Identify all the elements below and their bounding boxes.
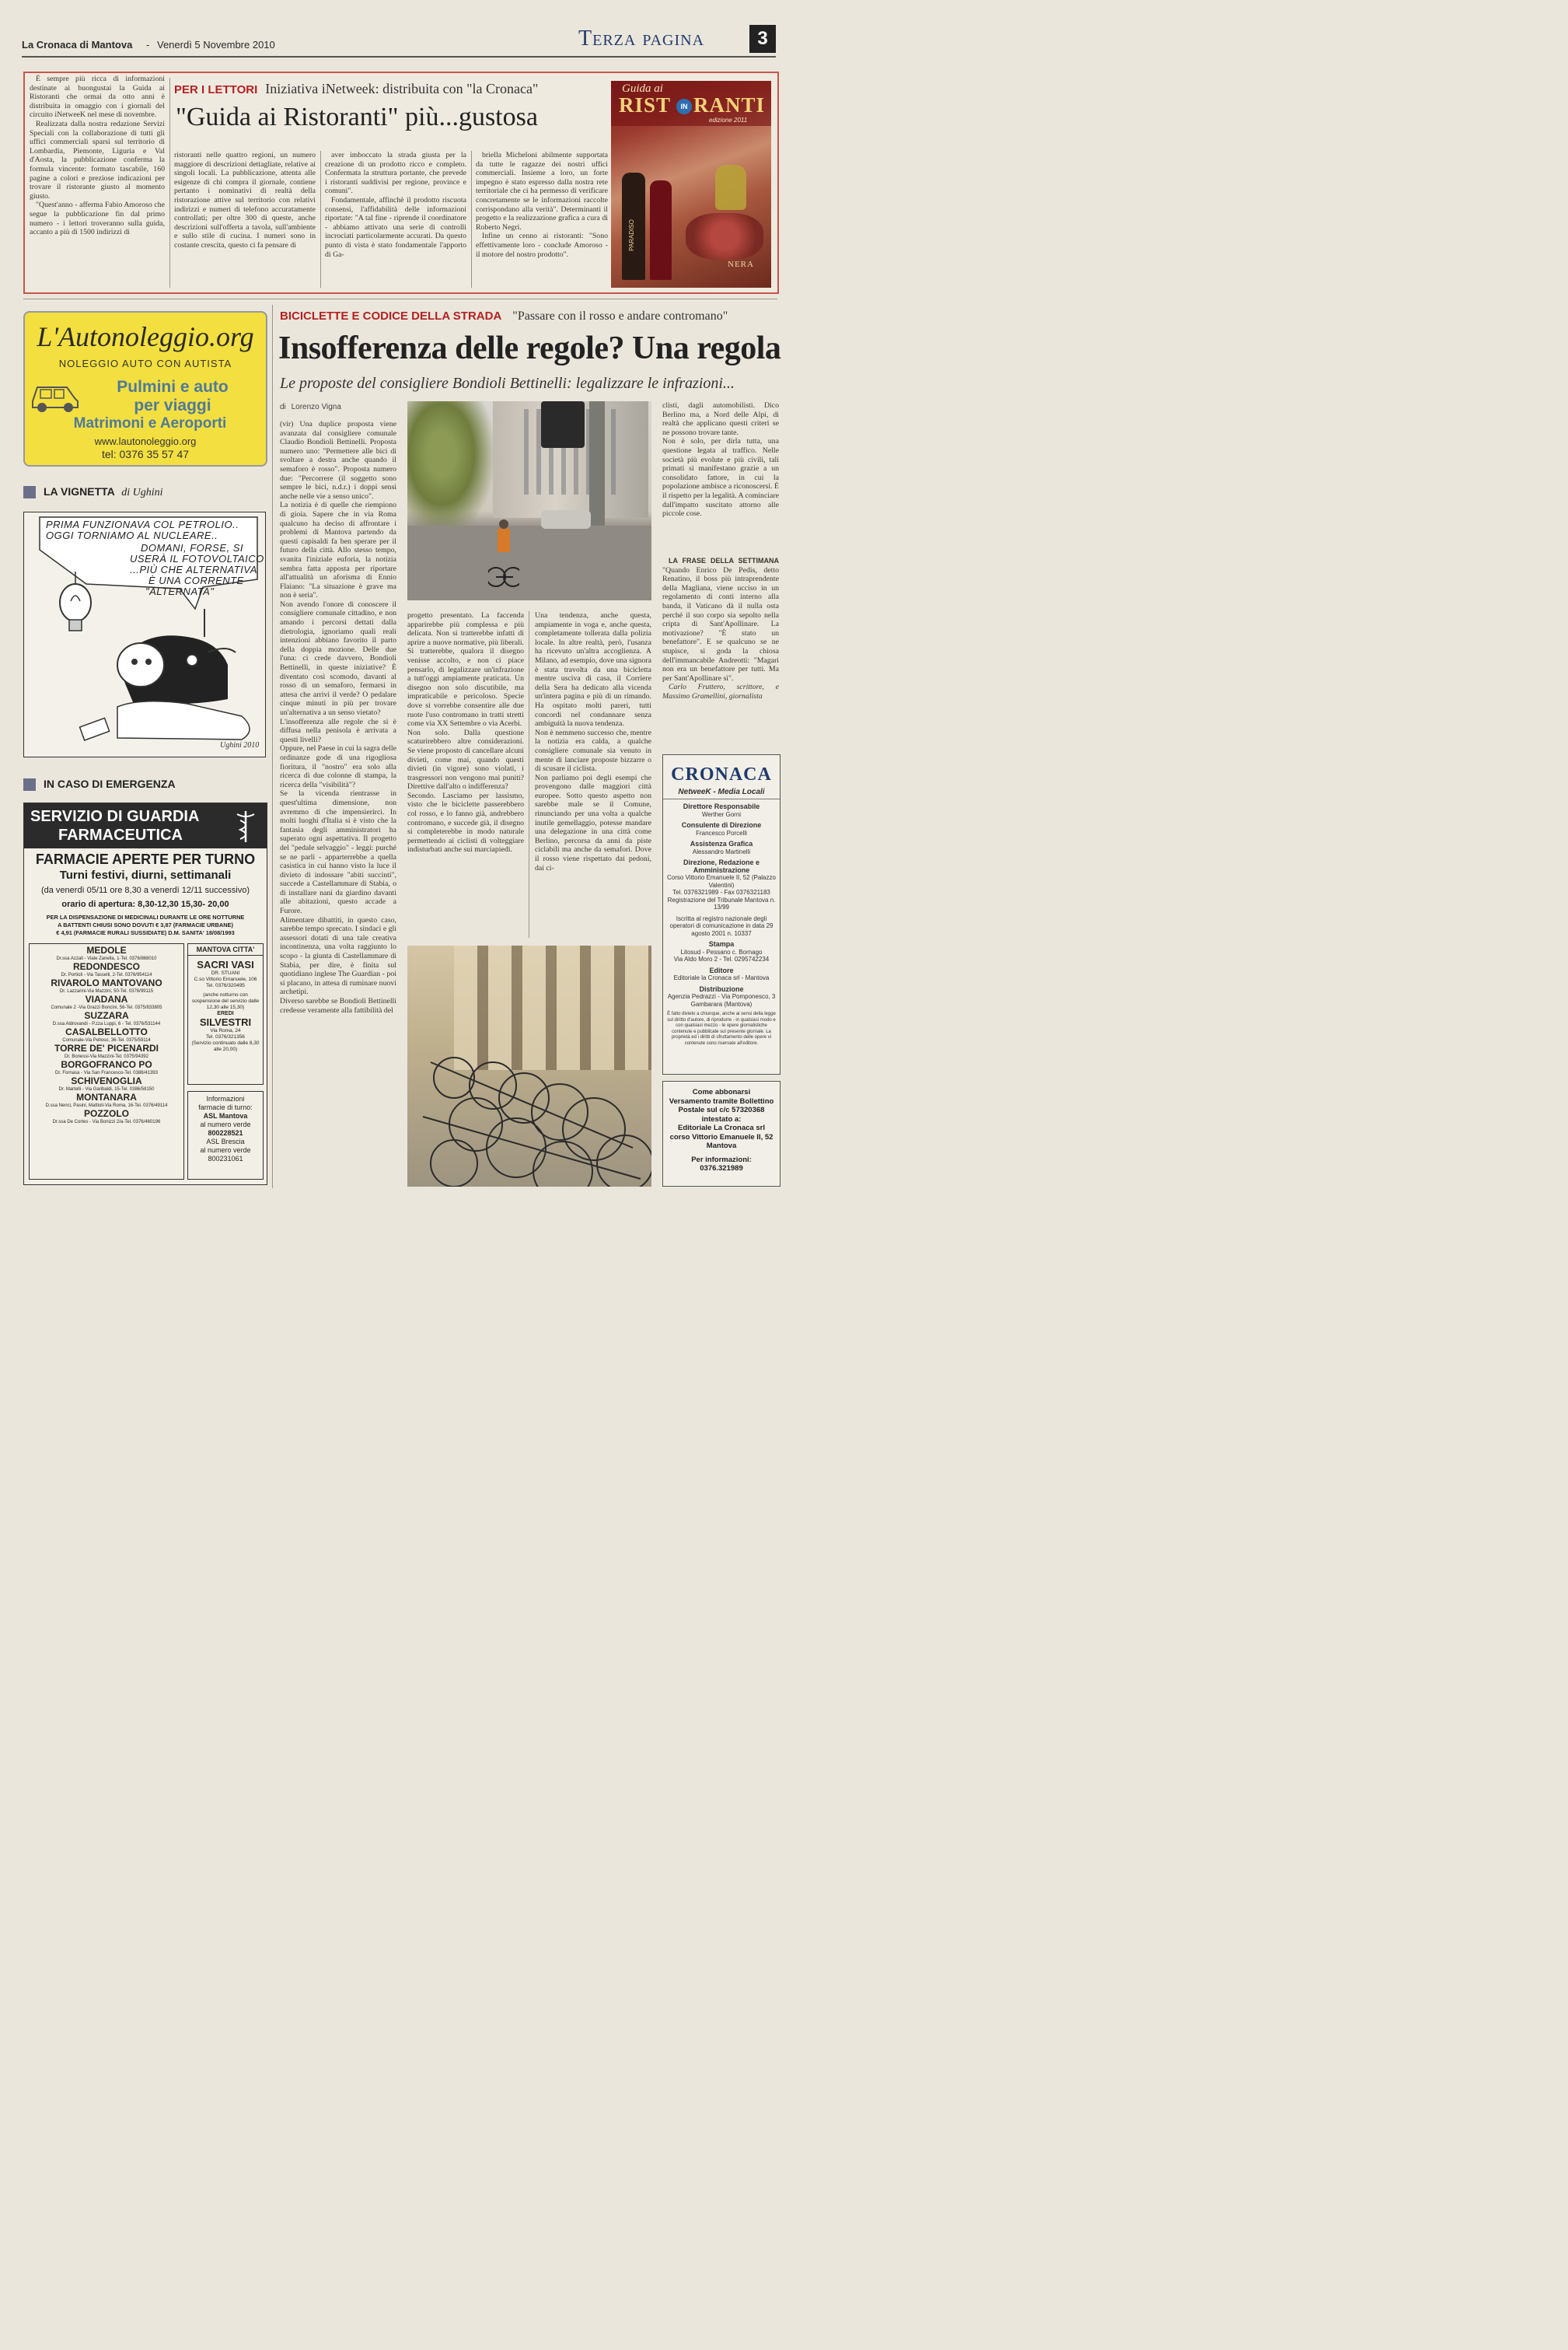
cover-wine-bottle-2 (650, 180, 672, 280)
top-col-3 (325, 151, 466, 288)
pharmacy-entry (30, 962, 183, 978)
top-col-3-p1: aver imboccato la strada giusta per la creazione di un prodotto ricco e completo. Confermata la struttura portante, che prevede i ristoranti suddivisi per regione, province e comuni". (325, 151, 466, 196)
frase-text: "Quando Enrico De Pedis, detto Renatino, il boss più intraprendente della Magliana, viene ucciso in un regolamento di conti interno alla banda, il Vaticano dà il nulla osta perché il suo corpo sia sepolto nella cripta di Sant'Apollinare. La motivazione? "È stato un benefattore". E se qualcuno se ne stupisce, si goda la chiosa dell'immancabile Andreotti: "Magari non era un benefattore per tutti. Ma per Sant'Apollinare sì". (662, 565, 779, 683)
top-kicker-line (174, 81, 609, 97)
abbon-l5: Editoriale La Cronaca srl (678, 1124, 765, 1132)
cartoon-text-7: "ALTERNATA" (145, 586, 215, 597)
pharmacy-town: MEDOLE (86, 945, 127, 956)
cover-ranti: RANTI (693, 93, 766, 117)
cover-bottle-label: PARADISO (627, 219, 635, 251)
pharmacy-entry (30, 1076, 183, 1093)
pharmacy-list (29, 943, 184, 1180)
cartoon-text-4: USERÀ IL FOTOVOLTAICO (130, 553, 264, 565)
masthead-row-val: Editoriale la Cronaca srl - Mantova (673, 974, 770, 981)
pharmacy-town: BORGOFRANCO PO (61, 1059, 152, 1070)
pharmacy-town: RIVAROLO MANTOVANO (51, 977, 162, 988)
masthead-rows (666, 803, 777, 1047)
section-title: Terza pagina (578, 26, 705, 51)
ad-line-3: Matrimoni e Aeroporti (73, 415, 227, 432)
mc-name: SACRI VASI (197, 959, 254, 970)
emergenza-heading (23, 778, 266, 792)
left-col-rule (272, 305, 273, 1188)
mc-name-2: SILVESTRI (199, 1016, 252, 1028)
pharmacy-disp-3: € 4,91 (FARMACIE RURALI SUSSIDIATE) D.M. SANITA' 18/08/1993 (56, 929, 235, 936)
asl-numv: al numero verde (200, 1121, 251, 1128)
vignetta-author: di Ughini (121, 487, 163, 498)
masthead-row-head: Assistenza Grafica (690, 840, 753, 848)
pharmacy-info: Dr. Lazzarini-Via Mazzini, 50-Tel. 0376/99115 (59, 989, 154, 994)
asl-numv-2: al numero verde (200, 1146, 251, 1154)
cover-edition: edizione 2011 (709, 117, 748, 124)
page-number: 3 (749, 25, 776, 53)
cartoon-text-3: DOMANI, FORSE, SI (141, 542, 244, 554)
photo-bike-rack (407, 1031, 651, 1187)
photo-trees (407, 401, 493, 533)
caduceus-icon (232, 808, 259, 844)
guide-cover-image (611, 81, 771, 288)
masthead-row-val: Alessandro Martinelli (692, 848, 751, 855)
pharmacy-info: Comunale 2 -Via Grazzi Boncini, 56-Tel. 0375/833805 (51, 1005, 162, 1010)
cartoon-text-1: PRIMA FUNZIONAVA COL PETROLIO.. (46, 519, 239, 530)
cover-rist: RIST (619, 93, 672, 117)
top-col-4-p1: briella Micheloni abilmente supportata da tutte le ragazze dei nostri uffici commerciali. Insieme a loro, un forte impegno è stato espresso dalla nostra rete territoriale che ci ha permesso di verificare concretamente se le informazioni raccolte corrispondano alla verità". Determinanti il progetto e la realizzazione grafica a cura di Roberto Negri. (476, 151, 608, 232)
header-date: Venerdì 5 Novembre 2010 (157, 39, 275, 51)
cover-guida: Guida ai (622, 82, 663, 95)
photo-road (407, 526, 651, 600)
photo-car (541, 510, 591, 529)
pharmacy-town: SUZZARA (84, 1010, 129, 1021)
masthead-legal: È fatto divieto a chiunque, anche ai sensi della legge sul diritto d'autore, di riprodurre - in qualsiasi modo e con qualsiasi mezzo - le opere giornalistiche contenute e pubblicate sul presente giornale. La proprietà ed i diritti di sfruttamento delle opere vi contenute sono riservate all'editore. (667, 1012, 776, 1046)
pharmacy-info: Comunale-Via Pelloso, 36-Tel. 0375/59114 (62, 1038, 151, 1043)
mc-title: MANTOVA CITTA' (188, 944, 263, 956)
article-col-3: Una tendenza, anche questa, ampiamente in voga e, anche questa, completamente tollerata dalla polizia locale. In altre realtà, però, l'usanza ha ricevuto un'altra accoglienza. A Milano, ad esempio, dove una signora è stata travolta da una bicicletta mentre usciva di casa, il Corriere della Sera ha dedicato alla vicenda un'intera pagina e più di un rimando. Ha ospitato molti pareri, tutti concordi nel condannare senza ambiguità la nuova tendenza. Non è nemmeno successo che, mentre la notizia era calda, a qualche consigliere comunale sia venuto in mente di lanciare proposte bizzarre o di scusare il ciclista. Non parliamo poi degli esempi che provengono dalle maggiori città europee. Sotto questo aspetto non sarebbe male se il Comune, rinunciando per una volta a qualche inutile gemellaggio, potesse mandare una delegazione in una città come Berlino, percorsa da anni da piste ciclabili ma anche da semafori. Dove il rosso viene rispettato dai pedoni, dai ci- (535, 611, 651, 873)
masthead-row-head: Consulente di Direzione (681, 821, 762, 829)
pharmacy-aperte: FARMACIE APERTE PER TURNO (35, 852, 256, 867)
article-kicker-quote: "Passare con il rosso e andare contromano" (512, 309, 728, 323)
cover-in-badge: IN (676, 99, 692, 114)
pharmacy-entry (30, 1109, 183, 1125)
frase-block (662, 557, 779, 743)
pharmacy-info: Dr. Bonessi-Via Mazzini-Tel. 0375/94392 (65, 1054, 148, 1059)
pharmacy-entry (30, 1060, 183, 1076)
masthead-row-head: Direttore Responsabile (683, 803, 760, 810)
masthead-row (666, 841, 777, 855)
mantova-citta-box (187, 943, 264, 1085)
masthead-row-head: Editore (709, 966, 734, 974)
masthead-row (666, 822, 777, 837)
pharmacy-town: TORRE DE' PICENARDI (54, 1043, 159, 1054)
ad-line-1: Pulmini e auto (117, 378, 229, 396)
top-intro-p1: È sempre più ricca di informazioni destinate ai buongustai la Guida ai Ristoranti che ormai da otto anni è distribuita in omaggio con i giornali del circuito iNetweeK nel mese di novembre. (30, 75, 165, 120)
abbon-l2: Versamento tramite Bollettino (669, 1096, 774, 1106)
article-byline (280, 403, 341, 411)
cartoon-signature: Ughini 2010 (220, 741, 260, 750)
vignetta-heading (23, 485, 266, 499)
abbon-l8: Per informazioni: (691, 1155, 752, 1164)
pharmacy-info: Dr.ssa Azzali - Viale Zanella, 1-Tel. 0376/868010 (56, 956, 157, 961)
photo-traffic-light (541, 401, 585, 448)
mc-address-2: Via Roma, 24 Tel. 0376/321356 (206, 1028, 245, 1040)
cartoon-text-5: ...PIÙ CHE ALTERNATIVA (130, 564, 257, 575)
masthead-row-head: Stampa (708, 940, 735, 948)
pharmacy-orario: orario di apertura: 8,30-12,30 15,30- 20,00 (61, 900, 229, 909)
pharmacy-info: Dr.ssa De Cortes - Via Bonizzi 2/a-Tel. 0376/460196 (52, 1120, 161, 1124)
header-sep: - (146, 39, 150, 51)
asl-mantova: ASL Mantova (203, 1112, 248, 1120)
cartoon-text-6: È UNA CORRENTE (148, 575, 244, 586)
top-kicker-rest: Iniziativa iNetweek: distribuita con "la Cronaca" (265, 81, 539, 96)
mc-address: DR. STUANI C.so Vittorio Emanuele, 106 Tel. 0376/320495 (194, 970, 257, 988)
header-rule (22, 56, 776, 58)
section-square-icon (23, 778, 36, 791)
article-col-4: clisti, dagli automobilisti. Dico Berlino ma, a Nord delle Alpi, di realtà che applicano questi criteri se ne possono trovare tante. Non è solo, per dirla tutta, una questione legata al traffico. Nelle società più evolute e più civili, tali primati si manifestano grazie a un consolidato fattore, in cui la popolazione ambisce a riconoscersi. È il rispetto per la legalità. A cominciare dall'impatto suscitato attorno alle piccole cose. (662, 401, 779, 519)
asl-num-2[interactable]: 800231061 (208, 1155, 243, 1163)
cover-salami (686, 213, 763, 260)
top-col-rule-1 (169, 78, 170, 288)
pharmacy-entry (30, 1093, 183, 1109)
top-col-4 (476, 151, 608, 288)
pharmacy-town: REDONDESCO (72, 961, 140, 972)
top-article-box (23, 72, 779, 294)
top-intro-col (30, 75, 165, 289)
street-photo (407, 401, 651, 600)
car-icon (30, 379, 81, 414)
mc-eredi: EREDI (217, 1011, 234, 1016)
abbon-l9[interactable]: 0376.321989 (700, 1164, 743, 1173)
pharmacy-town: MONTANARA (76, 1092, 137, 1103)
asl-brescia: ASL Brescia (206, 1138, 245, 1145)
frase-label: LA FRASE DELLA SETTIMANA (669, 557, 779, 565)
pharmacy-town: CASALBELLOTTO (65, 1026, 148, 1037)
pharmacy-entry (30, 1027, 183, 1044)
article-kicker-line (280, 309, 777, 323)
abbon-l4: intestato a: (701, 1114, 742, 1124)
pharmacy-town: VIADANA (85, 994, 128, 1005)
article-col-2: progetto presentato. La faccenda apparirebbe più complessa e più delicata. Non si tratterebbe infatti di aprire a nuove normative, più liberali. Si tratterebbe, qualora il disegno venisse accolto, e non ci piace pensarlo, di legalizzare un'infrazione a tutt'oggi ampiamente praticata. Un disegno non solo discutibile, ma impraticabile e pericoloso. Specie dove si vorrebbe consentire alle due ruote l'uso contromano in tratti stretti come via XX Settembre o via Acerbi. Non solo. Dalla questione scaturirebbero altre considerazioni. Se viene proposto di cancellare alcuni divieti, come mai, quando questi divieti (in vigore) sono violati, i trasgressori non vengono mai puniti? Direttive dall'alto o indifferenza? Secondo. Lasciamo per lassismo, visto che le biciclette passerebbero col rosso, e lo fanno già, andrebbero contromano, e succede già, il disegno si completerebbe in modo naturale permettendo ai ciclisti di volteggiare indisturbati anche sui marciapiedi. (407, 611, 524, 855)
section-square-icon (23, 486, 36, 498)
pharmacy-entry (30, 995, 183, 1011)
masthead-row (666, 803, 777, 818)
emergenza-label: IN CASO DI EMERGENZA (44, 778, 176, 790)
cover-nera-label: NERA (728, 260, 754, 269)
top-kicker: PER I LETTORI (174, 83, 258, 96)
ad-title: L'Autonoleggio.org (37, 321, 254, 352)
cartoon-text-2: OGGI TORNIAMO AL NUCLEARE.. (46, 530, 218, 541)
abbon-l1: Come abbonarsi (692, 1088, 751, 1096)
top-headline: "Guida ai Ristoranti" più...gustosa (176, 103, 538, 131)
top-intro-p3: "Quest'anno - afferma Fabio Amoroso che segue la pubblicazione fin dal primo numero - i lettori troveranno sulla guida, accanto a più di 1500 indirizzi di (30, 201, 165, 237)
top-intro-p2: Realizzata dalla nostra redazione Servizi Speciali con la collaborazione di tutti gli uffici commerciali sparsi sul territorio di Lombardia, Piemonte, Liguria e Val d'Aosta, la pubblicazione conferma la formula vincente: formato tascabile, 160 pagine a colori e preziose indicazioni per trovare il ristorante giusto al momento giusto. (30, 119, 165, 201)
mc-note-2: (Servizio continuato dalle 8,30 alle 20,00) (191, 1040, 260, 1052)
article-headline: Insofferenza delle regole? Una regola (278, 330, 781, 366)
pharmacy-title-1: SERVIZIO DI GUARDIA (30, 808, 200, 825)
vignetta-cartoon (23, 512, 266, 757)
pharmacy-info: Dr. Martelli - Via Garibaldi, 15-Tel. 0386/58150 (58, 1087, 155, 1092)
pharmacy-range: (da venerdì 05/11 ore 8,30 a venerdì 12/11 successivo) (40, 886, 250, 895)
photo-cyclist (488, 518, 519, 589)
ad-phone: tel: 0376 35 57 47 (101, 448, 190, 460)
pharmacy-town: SCHIVENOGLIA (71, 1075, 142, 1086)
masthead-row-val: Iscritta al registro nazionale degli operatori di comunicazione in data 29 agosto 2001 n. 10337 (669, 914, 774, 937)
masthead-row (666, 915, 777, 938)
cover-oil-jar (715, 165, 746, 210)
masthead-row-val: Francesco Porcelli (696, 829, 747, 837)
masthead-row-val: Werther Gorni (701, 810, 742, 818)
pharmacy-info: D.ssa Aldrovandi - P.zza Luppi, 6 - Tel. 0376/531144 (52, 1022, 161, 1026)
masthead-title: CRONACA (671, 764, 772, 785)
masthead-row-val: Corso Vittorio Emanuele II, 52 (Palazzo Valentini) Tel. 0376321989 - Fax 0376321183 Registrazione del Tribunale Mantova n. 13/99 (667, 874, 776, 911)
masthead-row-head: Distribuzione (699, 984, 744, 993)
masthead-row (666, 986, 777, 1009)
top-col-4-p2: Infine un cenno ai ristoranti: "Sono effettivamente loro - conclude Amoroso - il motore del nostro prodotto". (476, 232, 608, 259)
bikes-photo (407, 946, 651, 1187)
byline-author: Lorenzo Vigna (291, 403, 341, 411)
vignetta-label: LA VIGNETTA (44, 485, 115, 498)
byline-prefix: di (280, 403, 286, 411)
frase-paragraph (662, 557, 779, 683)
asl-num-1[interactable]: 800228521 (208, 1129, 243, 1137)
ad-line-2: per viaggi (134, 397, 211, 414)
pharmacy-info: D.ssa Nenci, Pasini, Mattioli-Via Roma, 16-Tel. 0376/49114 (45, 1103, 168, 1108)
mc-note: (anche notturno con sospensione del servizio dalle 12,30 alle 15,30) (191, 992, 260, 1010)
abbon-l6: corso Vittorio Emanuele II, 52 (669, 1132, 774, 1142)
top-col-3-p2: Fondamentale, affinchè il prodotto riscuota consensi, l'affidabilità delle informazioni riportate: "A tal fine - riprende il coordinatore - abbiamo attivato una serie di controlli incrociati particolarmente accurati. Da questo punto di vista è stato fondamentale l'apporto di Ga- (325, 195, 466, 259)
pharmacy-entry (30, 946, 183, 962)
masthead-row-val: Agenzia Pedrazzi - Via Pomponesco, 3 Gambarara (Mantova) (667, 993, 776, 1008)
masthead-row (666, 967, 777, 982)
subscription-box (662, 1081, 781, 1187)
pharmacy-turni: Turni festivi, diurni, settimanali (59, 869, 232, 882)
article-col-1: (vir) Una duplice proposta viene avanzata dal consigliere comunale Claudio Bondioli Bettinelli. Proposta numero uno: "Permettere alle bici di svoltare a destra anche quando il semaforo è rosso". Proposta numero due: "Percorrere (il soggetto sono sempre le bici, n.d.r.) i doppi sensi anche nelle vie a senso unico". La notizia è di quelle che riempiono di gioia. Sapere che in via Roma qualcuno ha deciso di affrontare i problemi di Mantova partendo da questi capisaldi fa ben sperare per il futuro della città. Allo stesso tempo, svanita l'iniziale euforia, la notizia sembra fatta apposta per riportare all'attualità un aforisma di Ennio Flaiano: "La situazione è grave ma non è seria". Non avendo l'onore di conoscere il consigliere comunale cittadino, e non amando i percorsi dettati dalla dietrologia, ignoriamo quali reali intenzioni abbiano favorito il parto della doppia mozione. Delle due l'una: ci crede davvero, Bondioli Bettinelli, in queste iniziative? È diventato così scomodo, davanti al rosso di un semaforo, fermarsi in attesa che arrivi il verde? O pedalare cinque minuti in più per trovare un'alternativa a un senso vietato? L'insofferenza alle regole che si è diffusa nella penisola è arrivata a questi livelli? Oppure, nel Paese in cui la sagra delle ordinanze gode di una rigogliosa fioritura, il "nostro" era solo alla ricerca di due colonne di stampa, la ricerca della "visibilità"? Se la vicenda rientrasse in quest'ultima dimensione, non avremmo di che impensierirci. In molti luoghi d'Italia si è visto che la fantasia degli amministratori ha superato ogni aspettativa. Il progetto del "pedale selvaggio" - leggi: purché se ne parli - apparterrebbe a quella casistica in cui hanno visto la luce il divieto di indossare "abiti succinti", succede a Castellammare di Stabia, o di installare nani da giardino davanti alle abitazioni, questo accade a Furore. Alimentare dibattiti, in questo caso, sarebbe tempo sprecato. I sindaci e gli assessori dotati di una tale creativa incontinenza, una volta raggiunto lo scopo - la giunta di Castellammare di Stabia, per dire, è finita sul quotidiano inglese The Guardian - poi si placano, in attesa di ruminare nuovi archetipi. Diverso sarebbe se Bondioli Bettinelli credesse veramente alla fattibilità del (280, 420, 396, 1015)
pharmacy-title-2: FARMACEUTICA (58, 827, 183, 844)
pharmacy-entry (30, 978, 183, 995)
article-kicker: BICICLETTE E CODICE DELLA STRADA (280, 309, 502, 323)
asl-info: Informazioni farmacie di turno: (198, 1095, 253, 1111)
ad-subtitle: NOLEGGIO AUTO CON AUTISTA (58, 358, 232, 369)
abbon-l3: Postale sul c/c 57320368 (678, 1106, 765, 1114)
article-subtitle: Le proposte del consigliere Bondioli Bettinelli: legalizzare le infrazioni... (280, 375, 735, 392)
header-bar (22, 26, 791, 54)
pharmacy-entry (30, 1011, 183, 1027)
autonoleggio-ad[interactable] (23, 311, 267, 467)
masthead-row-val: Litosud - Pessano c. Bornago Via Aldo Moro 2 - Tel. 0295742234 (673, 948, 770, 963)
top-col-2: ristoranti nelle quattro regioni, un numero maggiore di descrizioni dettagliate, relative ai singoli locali. La pubblicazione, attenta alle esigenze di chi compra il giornale, contiene pertanto i nominativi di realtà della ristorazione attive sul territorio con relativi indirizzi e numeri di telefono accuratamente controllati; per oltre 300 di queste, anche descrizioni sull'offerta a tavola, sull'ambiente e sullo stile di cucina. I numeri sono in costante crescita, questo ci fa pensare di (174, 151, 316, 250)
top-col-rule-3 (471, 151, 472, 288)
pharmacy-disp-1: PER LA DISPENSAZIONE DI MEDICINALI DURANTE LE ORE NOTTURNE (46, 914, 245, 921)
ad-url[interactable]: www.lautonoleggio.org (94, 435, 197, 447)
masthead-row (666, 859, 777, 911)
pharmacy-entry (30, 1044, 183, 1060)
masthead-row-head: Direzione, Redazione e Amministrazione (683, 859, 760, 874)
masthead-row (666, 941, 777, 963)
abbon-l7: Mantova (706, 1142, 737, 1150)
pharmacy-info: Dr. Fornasa - Via San Francesco-Tel. 0386/41393 (55, 1071, 158, 1075)
paper-name: La Cronaca di Mantova (22, 39, 133, 51)
top-col-rule-2 (320, 151, 321, 288)
pharmacy-header (24, 803, 267, 848)
pharmacy-disp-2: A BATTENTI CHIUSI SONO DOVUTI € 3,87 (FARMACIE URBANE) (58, 921, 233, 928)
asl-info-box (187, 1091, 264, 1180)
frase-source: Carlo Fruttero, scrittore, e Massimo Gramellini, giornalista (662, 683, 779, 701)
masthead-sub: NetweeK - Media Locali (663, 788, 780, 799)
pharmacy-box (23, 803, 267, 1185)
masthead-box (662, 754, 781, 1075)
pharmacy-info: Dr. Portioli - Via Tasselli, 2-Tel. 0376/954114 (61, 973, 152, 977)
pharmacy-town: POZZOLO (84, 1108, 129, 1119)
